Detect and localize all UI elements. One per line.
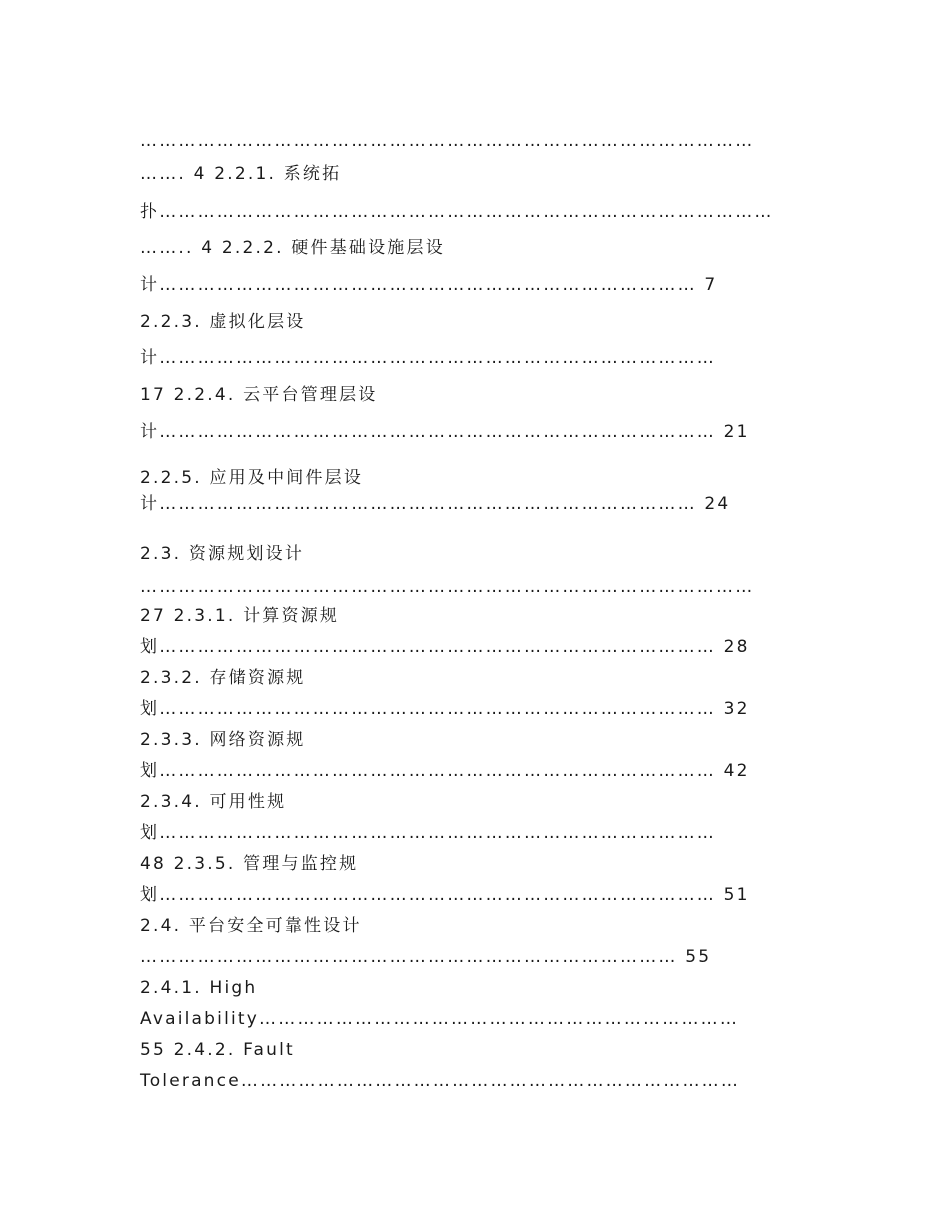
- toc-line: 扑……………………………………………………………………………………: [140, 202, 774, 222]
- toc-line: 2.4.1. High: [140, 978, 258, 998]
- toc-line: 划……………………………………………………………………………: [140, 823, 716, 843]
- toc-line: 2.2.3. 虚拟化层设: [140, 312, 306, 332]
- toc-line: 划…………………………………………………………………………… 51: [140, 885, 750, 905]
- toc-line: 17 2.2.4. 云平台管理层设: [140, 385, 378, 405]
- toc-line: 2.3. 资源规划设计: [140, 544, 305, 564]
- toc-line: ……. 4 2.2.1. 系统拓: [140, 164, 342, 184]
- toc-line: 计………………………………………………………………………… 24: [140, 494, 731, 514]
- toc-line: 划…………………………………………………………………………… 42: [140, 761, 750, 781]
- toc-line: 计…………………………………………………………………………… 21: [140, 422, 750, 442]
- toc-line: 划…………………………………………………………………………… 32: [140, 699, 750, 719]
- toc-line: 2.3.3. 网络资源规: [140, 730, 306, 750]
- toc-line: 27 2.3.1. 计算资源规: [140, 606, 340, 626]
- toc-line: ……………………………………………………………………………………: [140, 131, 755, 151]
- toc-line: ……………………………………………………………………………………: [140, 577, 755, 597]
- toc-line: 计……………………………………………………………………………: [140, 348, 716, 368]
- toc-line: 计………………………………………………………………………… 7: [140, 275, 718, 295]
- toc-line: 2.3.4. 可用性规: [140, 792, 287, 812]
- toc-line: 48 2.3.5. 管理与监控规: [140, 854, 359, 874]
- toc-line: 划…………………………………………………………………………… 28: [140, 637, 750, 657]
- toc-line: …….. 4 2.2.2. 硬件基础设施层设: [140, 238, 445, 258]
- toc-line: 2.4. 平台安全可靠性设计: [140, 916, 362, 936]
- toc-line: Tolerance……………………………………………………………………: [140, 1071, 741, 1091]
- toc-line: 55 2.4.2. Fault: [140, 1040, 295, 1060]
- toc-line: ………………………………………………………………………… 55: [140, 947, 712, 967]
- toc-line: 2.3.2. 存储资源规: [140, 668, 306, 688]
- toc-line: 2.2.5. 应用及中间件层设: [140, 468, 364, 488]
- toc-line: Availability…………………………………………………………………: [140, 1009, 740, 1029]
